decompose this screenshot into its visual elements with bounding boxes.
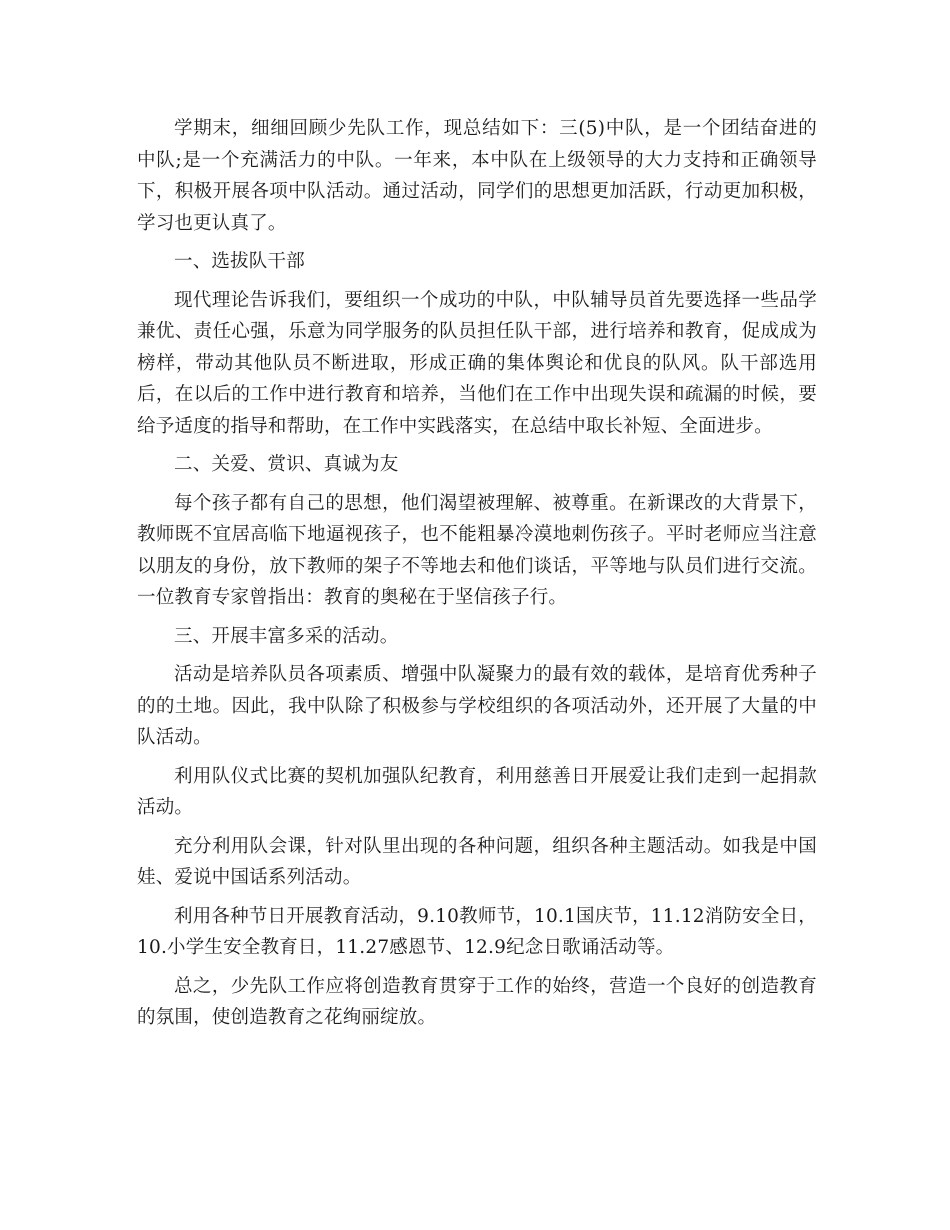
- intro-paragraph: 学期末，细细回顾少先队工作，现总结如下：三(5)中队，是一个团结奋进的中队;是一个充满活力的中队。一年来，本中队在上级领导的大力支持和正确领导下，积极开展各项中队活动。通过活动，同学们的思想更加活跃，行动更加积极，学习也更认真了。: [137, 118, 817, 234]
- section-3-paragraph-3: 充分利用队会课，针对队里出现的各种问题，组织各种主题活动。如我是中国娃、爱说中国话系列活动。: [137, 835, 817, 888]
- section-2-paragraph: 每个孩子都有自己的思想，他们渴望被理解、被尊重。在新课改的大背景下，教师既不宜居高临下地逼视孩子，也不能粗暴冷漠地刺伤孩子。平时老师应当注意以朋友的身份，放下教师的架子不等地去和他们谈话，平等地与队员们进行交流。一位教育专家曾指出：教育的奥秘在于坚信孩子行。: [137, 492, 817, 608]
- section-1-paragraph: 现代理论告诉我们，要组织一个成功的中队，中队辅导员首先要选择一些品学兼优、责任心强，乐意为同学服务的队员担任队干部，进行培养和教育，促成成为榜样，带动其他队员不断进取，形成正确的集体舆论和优良的队风。队干部选用后，在以后的工作中进行教育和培养，当他们在工作中出现失误和疏漏的时候，要给予适度的指导和帮助，在工作中实践落实，在总结中取长补短、全面进步。: [137, 289, 817, 437]
- section-3-paragraph-1: 活动是培养队员各项素质、增强中队凝聚力的最有效的载体，是培育优秀种子的的土地。因此，我中队除了积极参与学校组织的各项活动外，还开展了大量的中队活动。: [137, 664, 817, 748]
- section-heading-3: 三、开展丰富多采的活动。: [174, 625, 399, 647]
- section-3-paragraph-4: 利用各种节日开展教育活动，9.10教师节，10.1国庆节，11.12消防安全日，10.小学生安全教育日，11.27感恩节、12.9纪念日歌诵活动等。: [137, 905, 817, 958]
- document-body: [137, 113, 817, 1041]
- conclusion-paragraph: 总之，少先队工作应将创造教育贯穿于工作的始终，营造一个良好的创造教育的氛围，使创造教育之花绚丽绽放。: [137, 975, 817, 1028]
- section-heading-1: 一、选拔队干部: [174, 251, 305, 272]
- section-3-paragraph-2: 利用队仪式比赛的契机加强队纪教育，利用慈善日开展爱让我们走到一起捐款活动。: [137, 765, 817, 818]
- section-heading-2: 二、关爱、赏识、真诚为友: [174, 454, 399, 475]
